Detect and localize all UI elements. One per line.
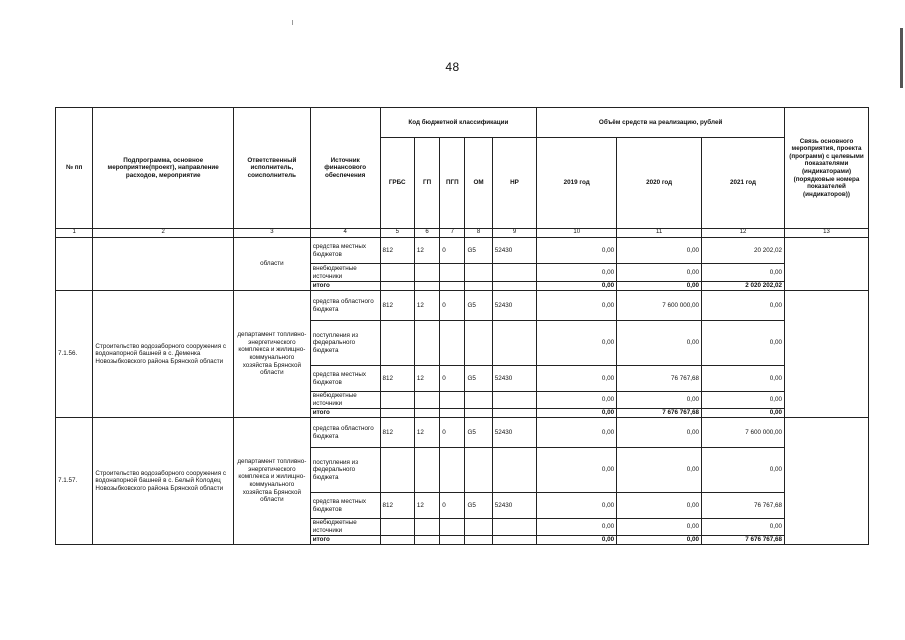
cell-om: G5 — [465, 366, 492, 392]
cell-no — [56, 238, 93, 291]
cell-source: поступления из федерального бюджета — [310, 321, 380, 366]
header-program: Подпрограмма, основное мероприятие(проект), направление расходов, мероприятие — [93, 108, 234, 229]
cell-executor: области — [233, 238, 310, 291]
cell-nr: 52430 — [492, 366, 537, 392]
cell-pgp — [440, 282, 465, 291]
cell-source: итого — [310, 409, 380, 418]
cell-om — [465, 536, 492, 545]
cell-source: итого — [310, 536, 380, 545]
cell-source: средства местных бюджетов — [310, 366, 380, 392]
cell-gp — [414, 519, 439, 536]
cell-2021: 0,00 — [702, 448, 785, 493]
cell-nr — [492, 448, 537, 493]
header-om: ОМ — [465, 138, 492, 229]
cell-om: G5 — [465, 418, 492, 448]
cell-grbs — [380, 409, 414, 418]
cell-link — [785, 418, 869, 545]
cell-gp: 12 — [414, 291, 439, 321]
cell-2021: 76 767,68 — [702, 493, 785, 519]
cell-nr — [492, 519, 537, 536]
cell-2020: 76 767,68 — [617, 366, 702, 392]
cell-2019: 0,00 — [537, 536, 617, 545]
cell-pgp — [440, 392, 465, 409]
table-row — [56, 291, 869, 321]
table-row — [56, 418, 869, 448]
header-nr: НР — [492, 138, 537, 229]
cell-om: G5 — [465, 493, 492, 519]
cell-nr — [492, 321, 537, 366]
cell-grbs: 812 — [380, 238, 414, 264]
cell-grbs: 812 — [380, 418, 414, 448]
page-number: 48 — [445, 60, 460, 74]
cell-nr — [492, 536, 537, 545]
cell-program: Строительство водозаборного сооружения с водонапорной башней в с. Белый Колодец Новозыбковского района Брянской области — [93, 418, 234, 545]
col-number: 3 — [233, 229, 310, 238]
cell-nr: 52430 — [492, 418, 537, 448]
cell-om — [465, 409, 492, 418]
col-number: 6 — [414, 229, 439, 238]
cell-2020: 0,00 — [617, 321, 702, 366]
cell-executor: департамент топливно-энергетического комплекса и жилищно-коммунального хозяйства Брянской области — [233, 291, 310, 418]
scan-mark — [292, 20, 293, 25]
cell-2019: 0,00 — [537, 291, 617, 321]
cell-pgp: 0 — [440, 291, 465, 321]
cell-2019: 0,00 — [537, 493, 617, 519]
header-pgp: ПГП — [440, 138, 465, 229]
cell-source: внебюджетные источники — [310, 392, 380, 409]
cell-program: Строительство водозаборного сооружения с водонапорной башней в с. Деменка Новозыбковского района Брянской области — [93, 291, 234, 418]
col-number: 13 — [785, 229, 869, 238]
cell-grbs — [380, 264, 414, 282]
cell-gp — [414, 448, 439, 493]
cell-2021: 20 202,02 — [702, 238, 785, 264]
cell-grbs — [380, 536, 414, 545]
cell-2021: 2 020 202,02 — [702, 282, 785, 291]
cell-nr — [492, 264, 537, 282]
cell-pgp — [440, 519, 465, 536]
cell-nr — [492, 409, 537, 418]
cell-source: средства областного бюджета — [310, 291, 380, 321]
cell-source: поступления из федерального бюджета — [310, 448, 380, 493]
cell-om — [465, 321, 492, 366]
cell-gp — [414, 392, 439, 409]
cell-gp — [414, 264, 439, 282]
cell-nr — [492, 392, 537, 409]
cell-nr: 52430 — [492, 291, 537, 321]
header-2021: 2021 год — [702, 138, 785, 229]
cell-2020: 7 600 000,00 — [617, 291, 702, 321]
cell-executor: департамент топливно-энергетического комплекса и жилищно-коммунального хозяйства Брянской области — [233, 418, 310, 545]
cell-om: G5 — [465, 291, 492, 321]
cell-2021: 0,00 — [702, 519, 785, 536]
scan-edge — [900, 28, 903, 88]
cell-om — [465, 448, 492, 493]
cell-gp: 12 — [414, 418, 439, 448]
cell-no: 7.1.56. — [56, 291, 93, 418]
cell-2021: 0,00 — [702, 321, 785, 366]
cell-link — [785, 291, 869, 418]
cell-gp — [414, 321, 439, 366]
cell-2021: 7 676 767,68 — [702, 536, 785, 545]
cell-2019: 0,00 — [537, 238, 617, 264]
col-number: 5 — [380, 229, 414, 238]
col-number: 12 — [702, 229, 785, 238]
cell-pgp: 0 — [440, 366, 465, 392]
cell-grbs — [380, 519, 414, 536]
header-2020: 2020 год — [617, 138, 702, 229]
col-number: 10 — [537, 229, 617, 238]
cell-2020: 0,00 — [617, 238, 702, 264]
cell-pgp — [440, 264, 465, 282]
cell-pgp — [440, 409, 465, 418]
cell-2019: 0,00 — [537, 409, 617, 418]
cell-grbs — [380, 282, 414, 291]
col-number: 11 — [617, 229, 702, 238]
cell-om — [465, 392, 492, 409]
budget-table — [55, 107, 869, 545]
cell-2021: 7 600 000,00 — [702, 418, 785, 448]
cell-om — [465, 282, 492, 291]
column-number-row — [56, 229, 869, 238]
cell-source: средства местных бюджетов — [310, 238, 380, 264]
col-number: 1 — [56, 229, 93, 238]
table-row — [56, 238, 869, 264]
col-number: 4 — [310, 229, 380, 238]
cell-grbs — [380, 321, 414, 366]
cell-2021: 0,00 — [702, 291, 785, 321]
cell-grbs — [380, 448, 414, 493]
cell-nr — [492, 282, 537, 291]
cell-pgp: 0 — [440, 493, 465, 519]
cell-gp: 12 — [414, 238, 439, 264]
cell-om — [465, 264, 492, 282]
cell-pgp — [440, 536, 465, 545]
cell-source: средства местных бюджетов — [310, 493, 380, 519]
col-number: 7 — [440, 229, 465, 238]
cell-om — [465, 519, 492, 536]
cell-grbs: 812 — [380, 366, 414, 392]
cell-grbs — [380, 392, 414, 409]
cell-2020: 7 676 767,68 — [617, 409, 702, 418]
cell-gp: 12 — [414, 366, 439, 392]
cell-2021: 0,00 — [702, 366, 785, 392]
cell-source: средства областного бюджета — [310, 418, 380, 448]
header-link: Связь основного мероприятия, проекта (программ) с целевыми показателями (индикаторами) (порядковые номера показателей (индикаторов)) — [785, 108, 869, 229]
cell-2019: 0,00 — [537, 418, 617, 448]
cell-program — [93, 238, 234, 291]
header-2019: 2019 год — [537, 138, 617, 229]
cell-pgp: 0 — [440, 418, 465, 448]
header-budget-class: Код бюджетной классификации — [380, 108, 537, 138]
header-grbs: ГРБС — [380, 138, 414, 229]
cell-source: внебюджетные источники — [310, 264, 380, 282]
cell-2019: 0,00 — [537, 519, 617, 536]
header-no: № пп — [56, 108, 93, 229]
cell-2021: 0,00 — [702, 264, 785, 282]
header-gp: ГП — [414, 138, 439, 229]
cell-2019: 0,00 — [537, 392, 617, 409]
cell-grbs: 812 — [380, 493, 414, 519]
cell-2020: 0,00 — [617, 264, 702, 282]
header-executor: Ответственный исполнитель, соисполнитель — [233, 108, 310, 229]
cell-gp: 12 — [414, 493, 439, 519]
cell-gp — [414, 409, 439, 418]
cell-no: 7.1.57. — [56, 418, 93, 545]
cell-2020: 0,00 — [617, 448, 702, 493]
cell-2019: 0,00 — [537, 366, 617, 392]
cell-2020: 0,00 — [617, 418, 702, 448]
header-source: Источник финансового обеспечения — [310, 108, 380, 229]
cell-nr: 52430 — [492, 493, 537, 519]
cell-2019: 0,00 — [537, 264, 617, 282]
cell-pgp — [440, 448, 465, 493]
cell-pgp: 0 — [440, 238, 465, 264]
cell-grbs: 812 — [380, 291, 414, 321]
header-volume: Объём средств на реализацию, рублей — [537, 108, 785, 138]
cell-gp — [414, 282, 439, 291]
cell-source: итого — [310, 282, 380, 291]
cell-link — [785, 238, 869, 291]
cell-om: G5 — [465, 238, 492, 264]
cell-pgp — [440, 321, 465, 366]
cell-2019: 0,00 — [537, 282, 617, 291]
cell-2021: 0,00 — [702, 392, 785, 409]
cell-2019: 0,00 — [537, 448, 617, 493]
cell-gp — [414, 536, 439, 545]
col-number: 8 — [465, 229, 492, 238]
cell-source: внебюджетные источники — [310, 519, 380, 536]
cell-2021: 0,00 — [702, 409, 785, 418]
cell-2020: 0,00 — [617, 392, 702, 409]
cell-2020: 0,00 — [617, 519, 702, 536]
col-number: 2 — [93, 229, 234, 238]
cell-2020: 0,00 — [617, 493, 702, 519]
cell-nr: 52430 — [492, 238, 537, 264]
col-number: 9 — [492, 229, 537, 238]
cell-2020: 0,00 — [617, 282, 702, 291]
cell-2019: 0,00 — [537, 321, 617, 366]
cell-2020: 0,00 — [617, 536, 702, 545]
